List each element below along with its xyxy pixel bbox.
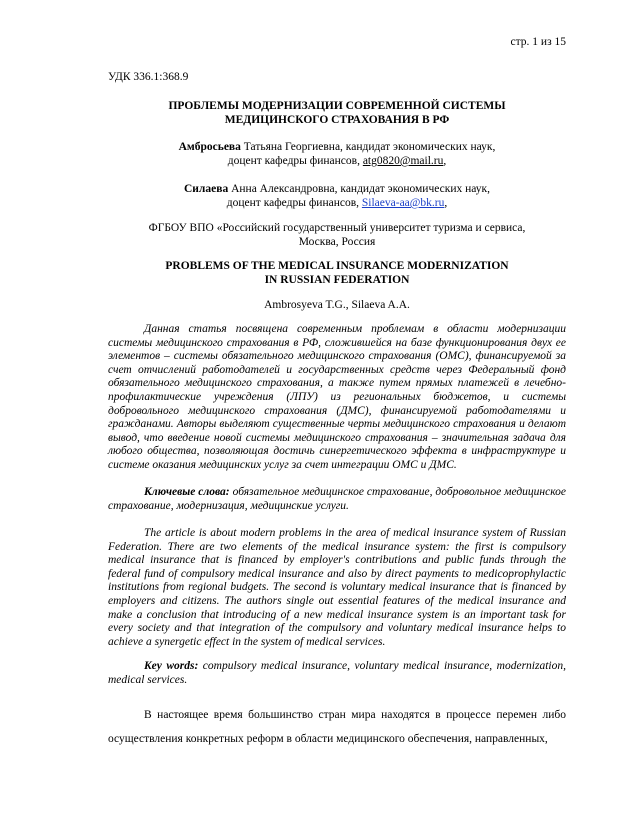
author-1-position: доцент кафедры финансов, [227, 155, 363, 167]
organization-line-2: Москва, Россия [298, 236, 376, 248]
title-en-line-1: PROBLEMS OF THE MEDICAL INSURANCE MODERNIZATION [165, 260, 509, 272]
keywords-ru-label: Ключевые слова: [144, 486, 230, 498]
author-1-email-link[interactable]: atg0820@mail.ru [362, 155, 444, 167]
author-1-line-2 [108, 154, 566, 168]
author-2-position: доцент кафедры финансов, [226, 197, 362, 209]
abstract-en: The article is about modern problems in the area of medical insurance system of Russian Federation. There are two elements of the medical insurance system: the first is compulsory medical insurance that is financed by employer's contributions and public funds through the federal fund of compulsory medical insurance and also by direct payments to medicoprophylactic institutions from regional budgets. The second is voluntary medical insurance that is financed by employers and citizens. The authors single out essential features of the medical insurance and make a conclusion that introducing of a new medical insurance system is an important task for every society and that integration of the compulsory and voluntary medical insurance helps to achieve a synergetic effect in the system of medical services. [108, 527, 566, 648]
keywords-ru [108, 486, 566, 513]
organization-line-1: ФГБОУ ВПО «Российский государственный университет туризма и сервиса, [148, 222, 526, 234]
author-1-trail: , [443, 155, 447, 167]
title-en-line-2: IN RUSSIAN FEDERATION [264, 274, 410, 286]
body-paragraph: В настоящее время большинство стран мира находятся в процессе перемен либо осуществления конкретных реформ в области медицинского обеспечения, направленных, [108, 709, 566, 745]
author-2-line-2 [108, 196, 566, 210]
title-ru-line-2: МЕДИЦИНСКОГО СТРАХОВАНИЯ В РФ [224, 114, 450, 126]
keywords-ru-text: обязательное медицинское страхование, добровольное медицинское страхование, модернизация, медицинские услуги. [108, 486, 567, 512]
author-2-line-1 [108, 182, 566, 196]
author-2-email-link[interactable]: Silaeva-aa@bk.ru [361, 197, 445, 209]
article-title-ru [108, 99, 566, 127]
keywords-en [108, 660, 566, 687]
author-1-line-1 [108, 140, 566, 154]
author-1-block [108, 140, 566, 168]
organization [108, 221, 566, 249]
author-2-details: Анна Александровна, кандидат экономических наук, [228, 183, 490, 195]
article-title-en [108, 259, 566, 287]
author-2-trail: , [444, 197, 448, 209]
keywords-en-text: compulsory medical insurance, voluntary medical insurance, modernization, medical services. [108, 660, 566, 686]
title-ru-line-1: ПРОБЛЕМЫ МОДЕРНИЗАЦИИ СОВРЕМЕННОЙ СИСТЕМЫ [168, 100, 506, 112]
author-1-surname: Амбросьева [178, 141, 241, 153]
author-2-block [108, 182, 566, 210]
authors-en: Ambrosyeva T.G., Silaeva A.A. [264, 299, 410, 311]
abstract-ru: Данная статья посвящена современным проблемам в области модернизации системы медицинского страхования в РФ, сложившейся на базе функционирования двух ее элементов – системы обязательного медицинского страхования (ОМС), финансируемой за счет отчислений работодателей и государственных средств через Федеральный фонд обязательного медицинского страхования, а также путем прямых платежей в лечебно-профилактические учреждения (ЛПУ) из региональных бюджетов, и системы добровольного медицинского страхования (ДМС), финансируемой работодателями и гражданами. Авторы выделяют существенные черты медицинского страхования и делают вывод, что введение новой системы медицинского страхования – значительная задача для любого общества, позволяющая достичь синергетического эффекта в инфраструктуре и системе оказания медицинских услуг за счет интеграции ОМС и ДМС. [108, 323, 566, 471]
author-1-details: Татьяна Георгиевна, кандидат экономических наук, [240, 141, 496, 153]
author-2-surname: Силаева [184, 183, 229, 195]
udk-code: УДК 336.1:368.9 [108, 71, 189, 83]
keywords-en-label: Key words: [144, 660, 199, 672]
page-number: стр. 1 из 15 [510, 36, 566, 48]
